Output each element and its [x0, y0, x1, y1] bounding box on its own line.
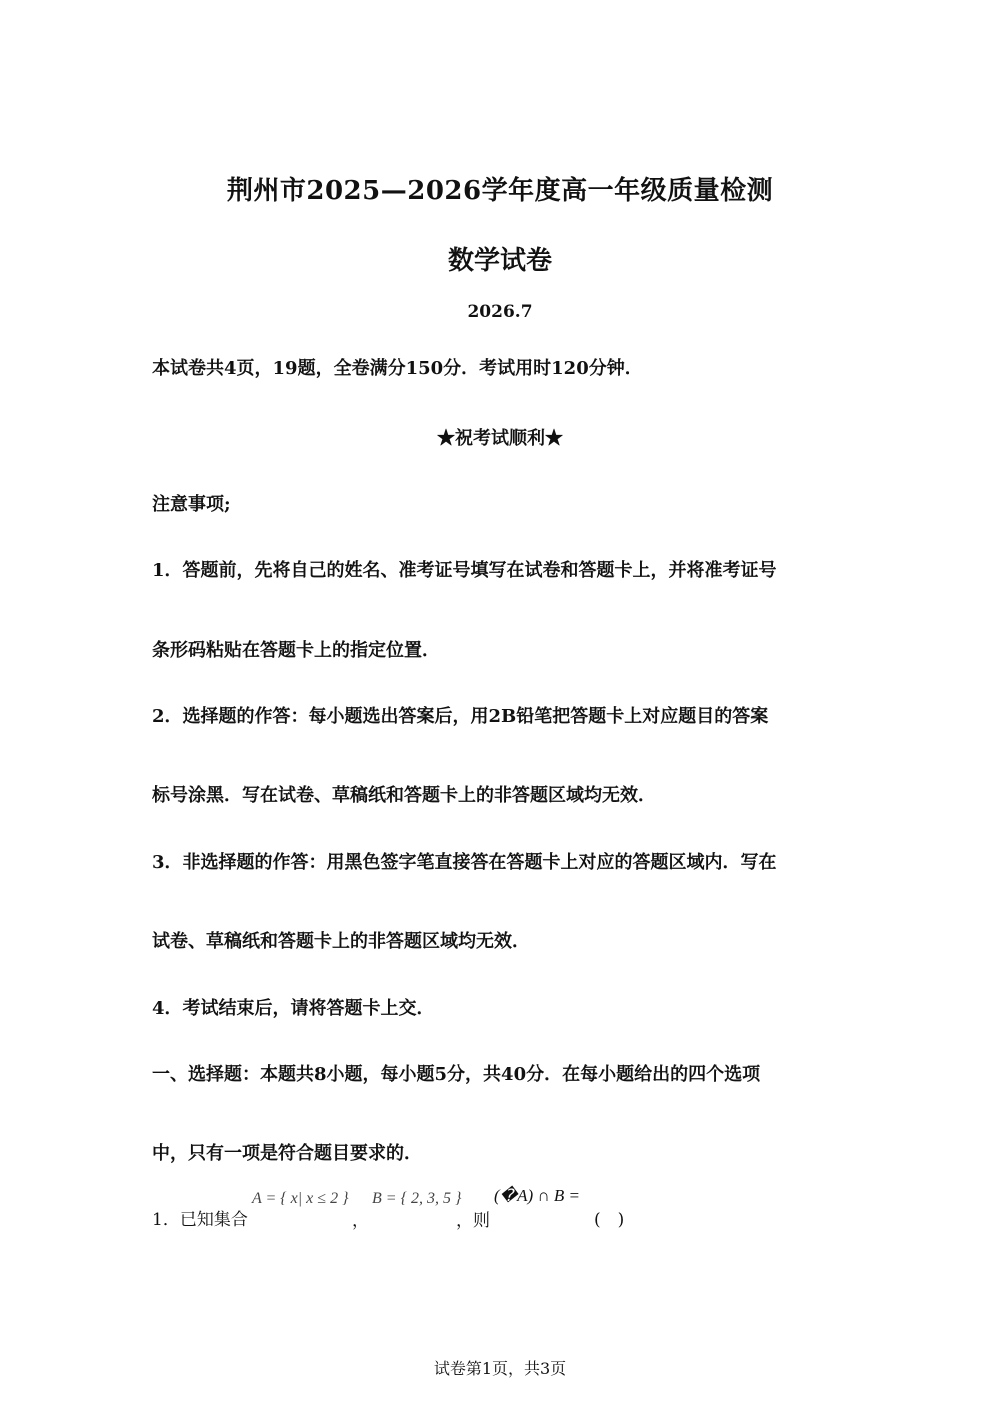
notice-item-1-line1: 1．答题前，先将自己的姓名、准考证号填写在试卷和答题卡上，并将准考证号	[152, 560, 777, 581]
blessing-text: ★祝考试顺利★	[437, 428, 563, 449]
notice-item-2-line2: 标号涂黑．写在试卷、草稿纸和答题卡上的非答题区域均无效．	[152, 785, 656, 806]
section1-heading-line1: 一、选择题：本题共8小题，每小题5分，共40分．在每小题给出的四个选项	[152, 1064, 761, 1085]
exam-subject: 数学试卷	[447, 246, 552, 276]
exam-date: 2026.7	[467, 302, 533, 322]
exam-intro: 本试卷共4页，19题，全卷满分150分．考试用时120分钟．	[152, 358, 643, 379]
question-1-answer-blank: ( )	[594, 1210, 625, 1230]
page-footer: 试卷第1页，共3页	[433, 1359, 567, 1378]
question-1-expression: (�A) ∩ B =	[494, 1186, 581, 1205]
section1-heading-line2: 中，只有一项是符合题目要求的．	[152, 1143, 422, 1164]
question-1-set-b: B = { 2, 3, 5 }	[372, 1190, 462, 1207]
notice-item-2-line1: 2．选择题的作答：每小题选出答案后，用2B铅笔把答题卡上对应题目的答案	[152, 706, 769, 727]
question-1-separator-1: ，	[352, 1211, 369, 1231]
question-1-set-a: A = { x| x ≤ 2 }	[252, 1190, 349, 1207]
question-1-separator-2: ，则	[456, 1211, 490, 1231]
exam-title: 荆州市2025—2026学年度高一年级质量检测	[226, 176, 774, 206]
notice-item-3-line1: 3．非选择题的作答：用黑色签字笔直接答在答题卡上对应的答题区域内．写在	[152, 852, 777, 873]
notice-item-1-line2: 条形码粘贴在答题卡上的指定位置．	[152, 640, 440, 661]
question-1-prefix: 1．已知集合	[152, 1210, 248, 1230]
notice-heading: 注意事项;	[152, 494, 231, 515]
notice-item-3-line2: 试卷、草稿纸和答题卡上的非答题区域均无效．	[152, 931, 530, 952]
notice-item-4: 4．考试结束后，请将答题卡上交．	[152, 998, 435, 1019]
